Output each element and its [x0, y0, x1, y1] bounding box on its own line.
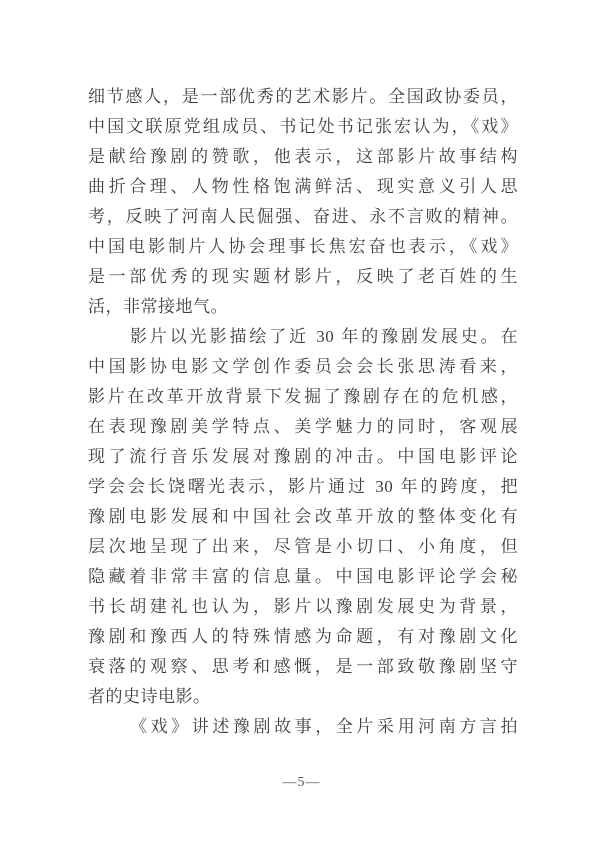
- text-line: 影片以光影描绘了近 30 年的豫剧发展史。在: [130, 327, 518, 346]
- paragraph: [88, 322, 518, 712]
- text-line: 中国影协电影文学创作委员会会长张思涛看来，: [88, 357, 518, 376]
- text-line: 豫剧和豫西人的特殊情感为命题，有对豫剧文化: [88, 627, 518, 646]
- text-line: 层次地呈现了出来，尽管是小切口、小角度，但: [88, 537, 518, 556]
- text-line: 是一部优秀的现实题材影片，反映了老百姓的生: [88, 267, 518, 286]
- paragraph: [88, 712, 518, 742]
- text-line: 学会会长饶曙光表示，影片通过 30 年的跨度，把: [88, 477, 518, 496]
- text-line: 是献给豫剧的赞歌，他表示，这部影片故事结构: [88, 147, 518, 166]
- text-line: 豫剧电影发展和中国社会改革开放的整体变化有: [88, 507, 518, 526]
- text-line: 影片在改革开放背景下发掘了豫剧存在的危机感，: [88, 387, 518, 406]
- paragraph: [88, 82, 518, 322]
- text-line: 在表现豫剧美学特点、美学魅力的同时，客观展: [88, 417, 518, 436]
- text-line: 细节感人，是一部优秀的艺术影片。全国政协委员，: [88, 87, 518, 106]
- text-line: 《戏》讲述豫剧故事，全片采用河南方言拍: [130, 717, 518, 736]
- text-line: 考，反映了河南人民倔强、奋进、永不言败的精神。: [88, 207, 518, 226]
- text-line: 中国电影制片人协会理事长焦宏奋也表示，《戏》: [88, 237, 518, 256]
- text-line: 中国文联原党组成员、书记处书记张宏认为，《戏》: [88, 117, 518, 136]
- text-line: 者的史诗电影。: [88, 687, 211, 706]
- text-line: 隐藏着非常丰富的信息量。中国电影评论学会秘: [88, 567, 518, 586]
- text-block: [88, 82, 518, 742]
- text-line: 衰落的观察、思考和感慨，是一部致敬豫剧坚守: [88, 657, 518, 676]
- text-line: 书长胡建礼也认为，影片以豫剧发展史为背景，: [88, 597, 518, 616]
- text-line: 活，非常接地气。: [88, 297, 228, 316]
- text-line: 现了流行音乐发展对豫剧的冲击。中国电影评论: [88, 447, 518, 466]
- page-number: —5—: [282, 775, 321, 790]
- text-line: 曲折合理、人物性格饱满鲜活、现实意义引人思: [88, 177, 518, 196]
